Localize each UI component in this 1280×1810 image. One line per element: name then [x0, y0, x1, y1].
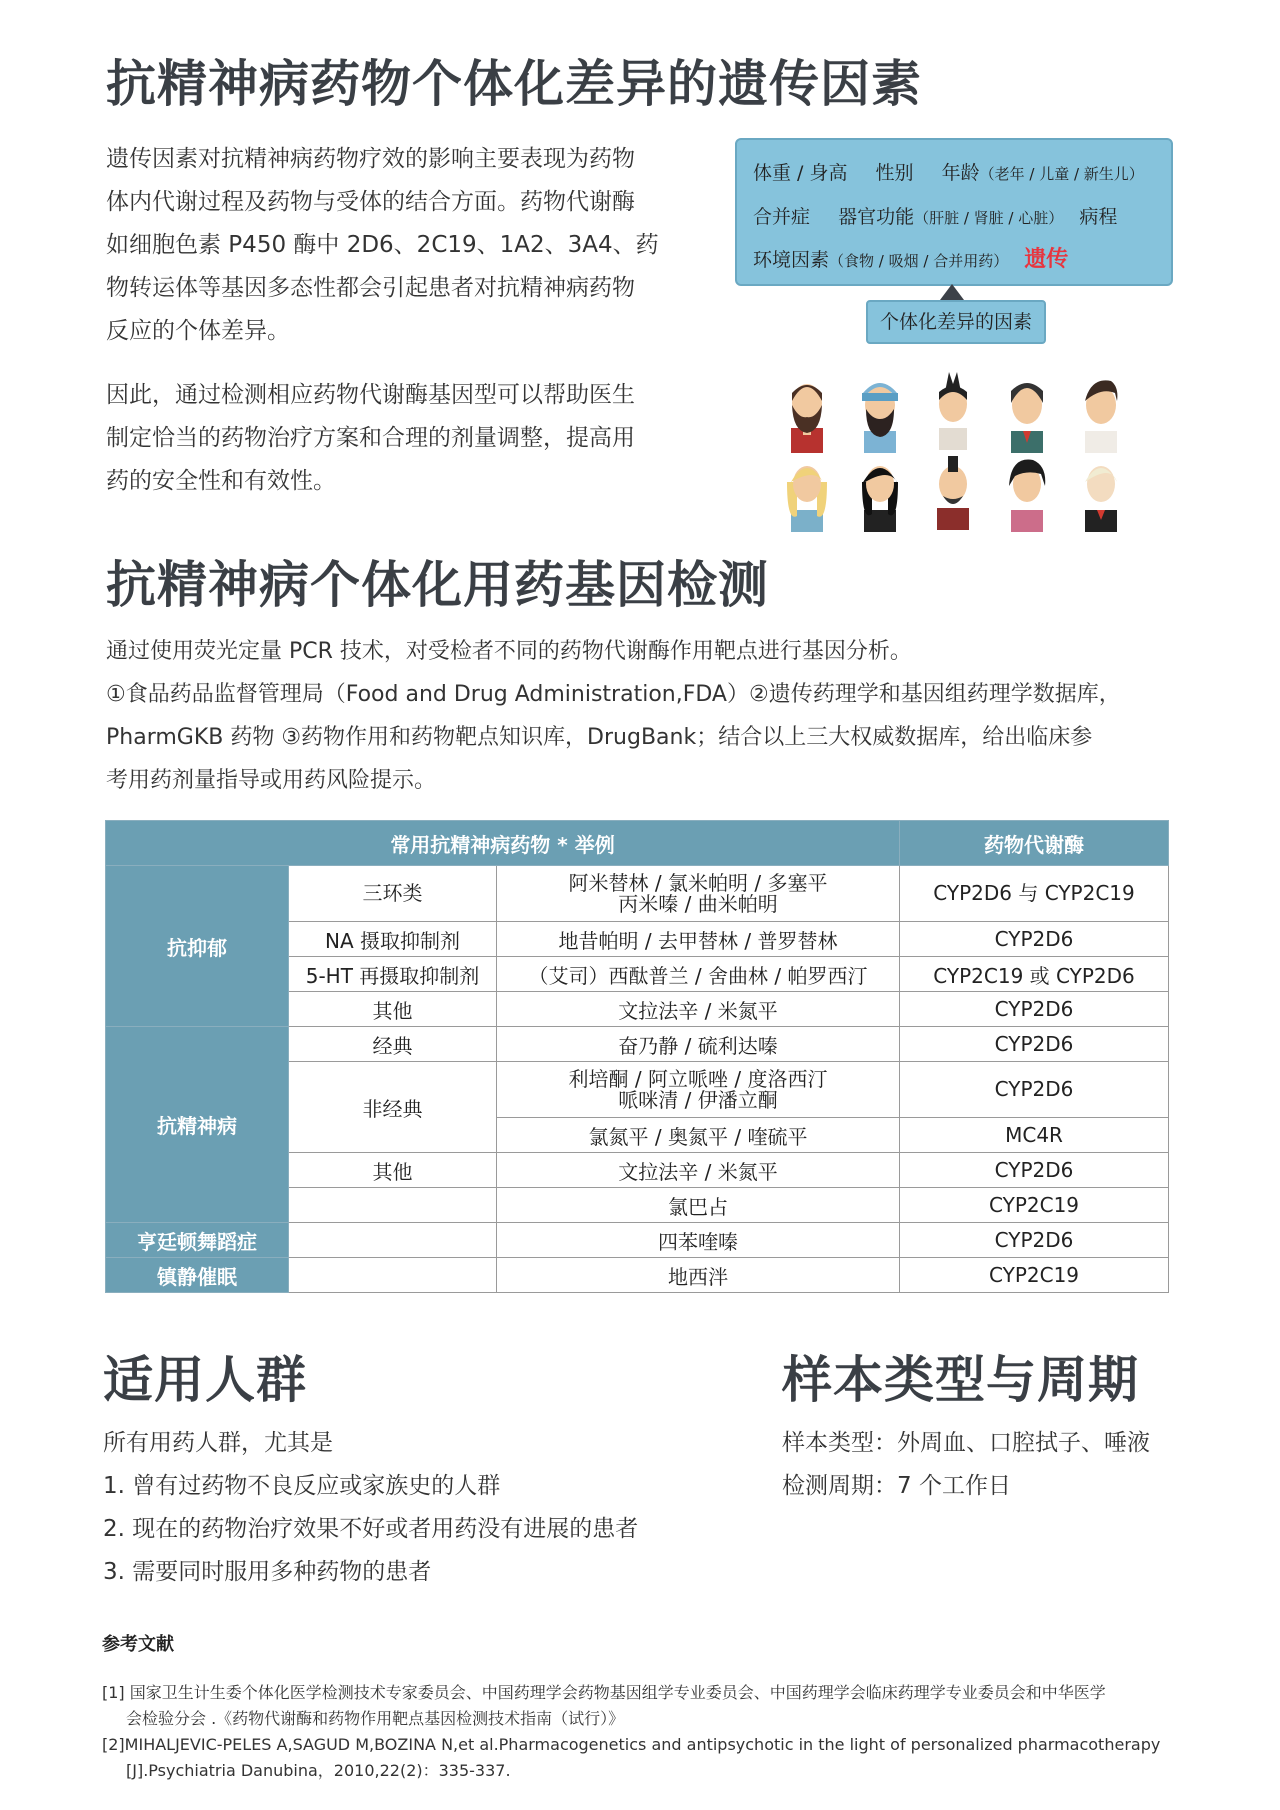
category-psychosis: 抗精神病: [106, 1027, 289, 1223]
cell-enzyme: CYP2D6: [900, 1027, 1169, 1062]
text-line: 考用药剂量指导或用药风险提示。: [106, 768, 437, 793]
cell-subtype: 经典: [289, 1027, 497, 1062]
factors-line-1: [753, 158, 1144, 185]
list-item: 样本类型：外周血、口腔拭子、唾液: [782, 1430, 1150, 1456]
text-line: 遗传因素对抗精神病药物疗效的影响主要表现为药物: [106, 146, 635, 172]
cell-drugs: 文拉法辛 / 米氮平: [497, 1153, 900, 1188]
cell-subtype: 其他: [289, 992, 497, 1027]
section-title-gene-testing: 抗精神病个体化用药基因检测: [106, 556, 769, 614]
cell-enzyme: CYP2C19: [900, 1258, 1169, 1293]
drug-table: [105, 820, 1169, 1293]
cell-subtype: NA 摄取抑制剂: [289, 922, 497, 957]
factors-line-3: [753, 242, 1068, 273]
intro-paragraph-1: [106, 138, 686, 353]
list-item: 3. 需要同时服用多种药物的患者: [103, 1559, 432, 1585]
cell-enzyme: MC4R: [900, 1118, 1169, 1153]
factors-box: [735, 138, 1173, 286]
section-title-sample: 样本类型与周期: [782, 1351, 1139, 1409]
header-drugs: 常用抗精神病药物 * 举例: [106, 821, 900, 866]
cell-drugs: [497, 1062, 900, 1118]
reference-line: [J].Psychiatria Danubina，2010,22(2)：335-337.: [126, 1761, 511, 1780]
reference-line: 会检验分会 .《药物代谢酶和药物作用靶点基因检测技术指南（试行）》: [126, 1709, 625, 1728]
cell-subtype: 其他: [289, 1153, 497, 1188]
table-row: [106, 866, 1169, 922]
category-huntington: 亨廷顿舞蹈症: [106, 1223, 289, 1258]
avatar-icon: [1071, 373, 1131, 453]
text-line: ①食品药品监督管理局（Food and Drug Administration,FDA）②遗传药理学和基因组药理学数据库，: [106, 682, 1121, 707]
table-row: [106, 1027, 1169, 1062]
cell-enzyme: CYP2C19 或 CYP2D6: [900, 957, 1169, 992]
factor-sex: 性别: [875, 162, 914, 184]
avatar-grid: [775, 370, 1155, 530]
text-line: 反应的个体差异。: [106, 318, 290, 344]
factor-age-detail: （老年 / 儿童 / 新生儿）: [979, 165, 1144, 183]
factors-line-2: [753, 202, 1117, 229]
cell-enzyme: CYP2D6: [900, 1062, 1169, 1118]
cell-empty: [289, 1223, 497, 1258]
factor-weight: 体重 / 身高: [753, 162, 848, 184]
cell-enzyme: CYP2D6: [900, 1223, 1169, 1258]
cell-subtype: 三环类: [289, 866, 497, 922]
cell-drugs: 氯巴占: [497, 1188, 900, 1223]
cell-drugs: 氯氮平 / 奥氮平 / 喹硫平: [497, 1118, 900, 1153]
factor-env-detail: （食物 / 吸烟 / 合并用药）: [829, 252, 1009, 270]
pointer-triangle: [940, 284, 964, 300]
cell-drugs: 地西泮: [497, 1258, 900, 1293]
text-line: 如细胞色素 P450 酶中 2D6、2C19、1A2、3A4、药: [106, 232, 659, 258]
category-sedative: 镇静催眠: [106, 1258, 289, 1293]
text-line: 体内代谢过程及药物与受体的结合方面。药物代谢酶: [106, 189, 635, 215]
cell-drugs: [497, 866, 900, 922]
references-list: [102, 1680, 1182, 1784]
testing-intro: [106, 630, 1186, 802]
page-title: 抗精神病药物个体化差异的遗传因素: [106, 55, 922, 113]
table-row: [106, 1223, 1169, 1258]
drug-line: 阿米替林 / 氯米帕明 / 多塞平: [568, 870, 828, 895]
avatar-icon: [850, 452, 910, 532]
list-item: 2. 现在的药物治疗效果不好或者用药没有进展的患者: [103, 1516, 639, 1542]
avatar-icon: [997, 373, 1057, 453]
cell-subtype: 5-HT 再摄取抑制剂: [289, 957, 497, 992]
avatar-icon: [923, 370, 983, 450]
avatar-icon: [1071, 452, 1131, 532]
cell-enzyme: CYP2D6: [900, 922, 1169, 957]
drug-line: 丙米嗪 / 曲米帕明: [618, 891, 778, 916]
list-item: 1. 曾有过药物不良反应或家族史的人群: [103, 1473, 501, 1499]
cell-empty: [289, 1188, 497, 1223]
factor-env: 环境因素: [753, 249, 830, 271]
cell-enzyme: CYP2D6 与 CYP2C19: [900, 866, 1169, 922]
text-line: 通过使用荧光定量 PCR 技术，对受检者不同的药物代谢酶作用靶点进行基因分析。: [106, 639, 912, 664]
sample-list: [782, 1422, 1202, 1508]
text-line: 制定恰当的药物治疗方案和合理的剂量调整，提高用: [106, 425, 635, 451]
factor-organ-detail: （肝脏 / 肾脏 / 心脏）: [914, 209, 1064, 227]
list-item: 所有用药人群，尤其是: [103, 1430, 333, 1456]
cell-subtype: 非经典: [289, 1062, 497, 1153]
factor-comorbidity: 合并症: [753, 206, 811, 228]
section-title-target-population: 适用人群: [103, 1351, 307, 1409]
avatar-icon: [923, 450, 983, 530]
avatar-icon: [997, 452, 1057, 532]
table-row: [106, 1258, 1169, 1293]
cell-drugs: 地昔帕明 / 去甲替林 / 普罗替林: [497, 922, 900, 957]
avatar-icon: [777, 452, 837, 532]
cell-enzyme: CYP2D6: [900, 992, 1169, 1027]
cell-drugs: 四苯喹嗪: [497, 1223, 900, 1258]
cell-empty: [289, 1258, 497, 1293]
cell-enzyme: CYP2D6: [900, 1153, 1169, 1188]
intro-paragraph-2: [106, 374, 686, 503]
factor-genetic: 遗传: [1024, 247, 1069, 272]
factors-label: 个体化差异的因素: [866, 300, 1046, 344]
factor-organ: 器官功能: [838, 206, 915, 228]
cell-drugs: （艾司）西酞普兰 / 舍曲林 / 帕罗西汀: [497, 957, 900, 992]
avatar-icon: [777, 373, 837, 453]
factor-disease: 病程: [1079, 206, 1118, 228]
category-depression: 抗抑郁: [106, 866, 289, 1027]
drug-line: 利培酮 / 阿立哌唑 / 度洛西汀: [568, 1066, 828, 1091]
avatar-icon: [850, 373, 910, 453]
text-line: 因此，通过检测相应药物代谢酶基因型可以帮助医生: [106, 382, 635, 408]
text-line: PharmGKB 药物 ③药物作用和药物靶点知识库，DrugBank；结合以上三大权威数据库，给出临床参: [106, 725, 1093, 750]
reference-line: [1] 国家卫生计生委个体化医学检测技术专家委员会、中国药理学会药物基因组学专业委员会、中国药理学会临床药理学专业委员会和中华医学: [102, 1683, 1106, 1702]
table-header-row: [106, 821, 1169, 866]
cell-drugs: 文拉法辛 / 米氮平: [497, 992, 900, 1027]
factor-age: 年龄: [941, 162, 980, 184]
text-line: 药的安全性和有效性。: [106, 468, 336, 494]
cell-enzyme: CYP2C19: [900, 1188, 1169, 1223]
population-list: [103, 1422, 743, 1594]
cell-drugs: 奋乃静 / 硫利达嗪: [497, 1027, 900, 1062]
drug-line: 哌咪清 / 伊潘立酮: [618, 1087, 778, 1112]
text-line: 物转运体等基因多态性都会引起患者对抗精神病药物: [106, 275, 635, 301]
references-title: 参考文献: [102, 1634, 174, 1655]
reference-line: [2]MIHALJEVIC-PELES A,SAGUD M,BOZINA N,et al.Pharmacogenetics and antipsychotic in the light of personalized pharmacotherapy: [102, 1735, 1161, 1754]
header-enzyme: 药物代谢酶: [900, 821, 1169, 866]
list-item: 检测周期：7 个工作日: [782, 1473, 1011, 1499]
